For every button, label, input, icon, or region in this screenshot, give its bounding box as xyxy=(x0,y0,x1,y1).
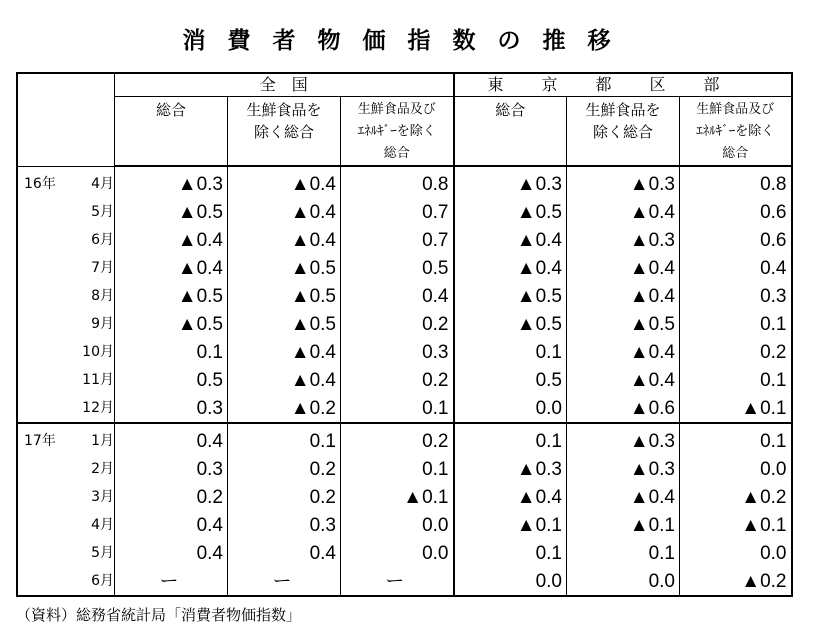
value-cell: 0.0 xyxy=(341,511,454,539)
value-cell: 0.3 xyxy=(680,282,792,310)
value-cell: ▲0.3 xyxy=(454,166,567,198)
month-label: 4月 xyxy=(91,175,114,192)
month-label: 6月 xyxy=(91,573,114,589)
value-cell: ▲0.4 xyxy=(567,282,680,310)
value-cell: 0.0 xyxy=(680,455,792,483)
col-label-line1: 生鮮食品及び xyxy=(696,102,775,117)
value-cell: ▲0.2 xyxy=(680,567,792,596)
month-label: 5月 xyxy=(91,204,114,220)
value-cell: ▲0.4 xyxy=(115,254,228,282)
value-cell: 0.0 xyxy=(341,539,454,567)
month-label: 8月 xyxy=(91,288,114,304)
value-cell: 0.1 xyxy=(228,423,341,455)
value-cell: 0.8 xyxy=(680,166,792,198)
value-cell: ▲0.4 xyxy=(228,366,341,394)
value-cell: 0.7 xyxy=(341,198,454,226)
value-cell: 0.5 xyxy=(115,366,228,394)
value-cell: 0.3 xyxy=(115,394,228,423)
value-cell: 0.2 xyxy=(341,423,454,455)
corner-cell xyxy=(17,73,115,166)
col-label: 総合 xyxy=(155,101,186,119)
row-label xyxy=(17,338,115,366)
table-row xyxy=(17,166,792,198)
value-cell: 0.1 xyxy=(680,366,792,394)
value-cell: 0.2 xyxy=(341,366,454,394)
value-cell: ▲0.4 xyxy=(454,226,567,254)
col-label: 総合 xyxy=(495,101,526,119)
row-label xyxy=(17,366,115,394)
col-national-core xyxy=(228,97,341,167)
col-national-corecore xyxy=(341,97,454,167)
value-cell: 0.2 xyxy=(115,483,228,511)
table-row xyxy=(17,226,792,254)
value-cell: 0.1 xyxy=(454,338,567,366)
table-row xyxy=(17,483,792,511)
table-row xyxy=(17,198,792,226)
value-cell: ▲0.4 xyxy=(228,338,341,366)
value-cell: 0.3 xyxy=(115,455,228,483)
value-cell: ▲0.4 xyxy=(228,226,341,254)
value-cell: 0.1 xyxy=(454,423,567,455)
value-cell: 0.0 xyxy=(454,567,567,596)
month-label: 9月 xyxy=(91,316,114,332)
value-cell: ▲0.5 xyxy=(228,282,341,310)
month-label: 12月 xyxy=(82,400,114,416)
value-cell: ▲0.1 xyxy=(680,394,792,423)
value-cell: ▲0.4 xyxy=(454,483,567,511)
value-cell: ▲0.5 xyxy=(567,310,680,338)
row-label xyxy=(17,394,115,423)
month-label: 6月 xyxy=(91,232,114,248)
row-label xyxy=(17,282,115,310)
row-label xyxy=(17,483,115,511)
value-cell: 0.4 xyxy=(115,423,228,455)
value-cell: 0.8 xyxy=(341,166,454,198)
month-label: 2月 xyxy=(91,461,114,477)
value-cell: ー xyxy=(115,567,228,596)
row-label xyxy=(17,198,115,226)
col-label-line1: 生鮮食品を xyxy=(585,101,661,119)
table-row xyxy=(17,567,792,596)
value-cell: ▲0.5 xyxy=(115,282,228,310)
header-tokyo xyxy=(454,73,792,97)
row-label xyxy=(17,511,115,539)
value-cell: 0.1 xyxy=(341,455,454,483)
value-cell: ▲0.4 xyxy=(115,226,228,254)
value-cell: 0.4 xyxy=(680,254,792,282)
table-row xyxy=(17,366,792,394)
month-label: 11月 xyxy=(82,372,114,388)
value-cell: ー xyxy=(228,567,341,596)
row-label xyxy=(17,567,115,596)
value-cell: 0.2 xyxy=(228,483,341,511)
value-cell: ▲0.4 xyxy=(228,166,341,198)
value-cell: ▲0.1 xyxy=(680,511,792,539)
value-cell: ▲0.1 xyxy=(454,511,567,539)
value-cell: 0.1 xyxy=(567,539,680,567)
value-cell: 0.3 xyxy=(228,511,341,539)
header-national-label: 全 国 xyxy=(259,75,308,94)
value-cell: 0.0 xyxy=(454,394,567,423)
cpi-table xyxy=(16,72,793,597)
col-tokyo-corecore xyxy=(680,97,792,167)
month-label: 3月 xyxy=(91,489,114,505)
month-label: 5月 xyxy=(91,545,114,561)
value-cell: ▲0.5 xyxy=(454,198,567,226)
table-row xyxy=(17,254,792,282)
value-cell: 0.2 xyxy=(341,310,454,338)
value-cell: ▲0.2 xyxy=(228,394,341,423)
value-cell: 0.1 xyxy=(680,423,792,455)
value-cell: ▲0.3 xyxy=(567,226,680,254)
value-cell: ▲0.4 xyxy=(228,198,341,226)
value-cell: 0.2 xyxy=(680,338,792,366)
year-label: 17年 xyxy=(24,433,56,449)
value-cell: 0.1 xyxy=(115,338,228,366)
col-label-line2: ｴﾈﾙｷﾞｰを除く xyxy=(696,124,775,139)
value-cell: 0.3 xyxy=(341,338,454,366)
value-cell: 0.1 xyxy=(680,310,792,338)
col-label-line3: 総合 xyxy=(383,146,410,161)
month-label: 1月 xyxy=(91,433,114,449)
row-label xyxy=(17,226,115,254)
row-label xyxy=(17,310,115,338)
table-row xyxy=(17,394,792,423)
month-label: 10月 xyxy=(82,344,114,360)
page-title: 消費者物価指数の推移 xyxy=(182,28,633,54)
value-cell: 0.0 xyxy=(567,567,680,596)
value-cell: ▲0.4 xyxy=(567,198,680,226)
value-cell: 0.0 xyxy=(680,539,792,567)
value-cell: ▲0.3 xyxy=(115,166,228,198)
table-row xyxy=(17,282,792,310)
table-row xyxy=(17,338,792,366)
table-row xyxy=(17,310,792,338)
col-tokyo-total xyxy=(454,97,567,167)
value-cell: 0.4 xyxy=(115,539,228,567)
value-cell: ▲0.1 xyxy=(341,483,454,511)
value-cell: 0.1 xyxy=(341,394,454,423)
value-cell: 0.6 xyxy=(680,226,792,254)
value-cell: 0.1 xyxy=(454,539,567,567)
row-label xyxy=(17,539,115,567)
col-label-line2: 除く総合 xyxy=(253,123,314,141)
value-cell: ▲0.4 xyxy=(567,254,680,282)
value-cell: 0.4 xyxy=(115,511,228,539)
value-cell: ▲0.1 xyxy=(567,511,680,539)
row-label xyxy=(17,455,115,483)
value-cell: ▲0.5 xyxy=(115,310,228,338)
table-row xyxy=(17,455,792,483)
col-label-line2: 除く総合 xyxy=(592,123,653,141)
value-cell: ー xyxy=(341,567,454,596)
value-cell: 0.2 xyxy=(228,455,341,483)
value-cell: 0.7 xyxy=(341,226,454,254)
table-row xyxy=(17,423,792,455)
value-cell: ▲0.2 xyxy=(680,483,792,511)
value-cell: ▲0.5 xyxy=(228,254,341,282)
value-cell: 0.6 xyxy=(680,198,792,226)
header-tokyo-label: 東京都区部 xyxy=(487,75,758,94)
header-national xyxy=(115,73,454,97)
col-national-total xyxy=(115,97,228,167)
value-cell: ▲0.5 xyxy=(228,310,341,338)
source-note: （資料）総務省統計局「消費者物価指数」 xyxy=(16,606,302,624)
table-row xyxy=(17,511,792,539)
month-label: 4月 xyxy=(91,517,114,533)
table-row xyxy=(17,539,792,567)
month-label: 7月 xyxy=(91,260,114,276)
year-label: 16年 xyxy=(24,175,56,192)
value-cell: ▲0.4 xyxy=(567,338,680,366)
col-label-line1: 生鮮食品及び xyxy=(357,102,436,117)
value-cell: ▲0.3 xyxy=(454,455,567,483)
value-cell: 0.5 xyxy=(454,366,567,394)
col-label-line2: ｴﾈﾙｷﾞｰを除く xyxy=(357,124,436,139)
row-label xyxy=(17,254,115,282)
value-cell: ▲0.6 xyxy=(567,394,680,423)
value-cell: ▲0.4 xyxy=(454,254,567,282)
value-cell: 0.4 xyxy=(341,282,454,310)
value-cell: ▲0.5 xyxy=(454,310,567,338)
value-cell: 0.4 xyxy=(228,539,341,567)
value-cell: ▲0.4 xyxy=(567,366,680,394)
col-label-line1: 生鮮食品を xyxy=(246,101,322,119)
row-label xyxy=(17,423,115,455)
value-cell: ▲0.5 xyxy=(454,282,567,310)
table-body xyxy=(17,166,792,596)
col-tokyo-core xyxy=(567,97,680,167)
value-cell: ▲0.5 xyxy=(115,198,228,226)
value-cell: 0.5 xyxy=(341,254,454,282)
row-label xyxy=(17,166,115,198)
value-cell: ▲0.3 xyxy=(567,423,680,455)
col-label-line3: 総合 xyxy=(722,146,749,161)
value-cell: ▲0.3 xyxy=(567,455,680,483)
value-cell: ▲0.4 xyxy=(567,483,680,511)
value-cell: ▲0.3 xyxy=(567,166,680,198)
